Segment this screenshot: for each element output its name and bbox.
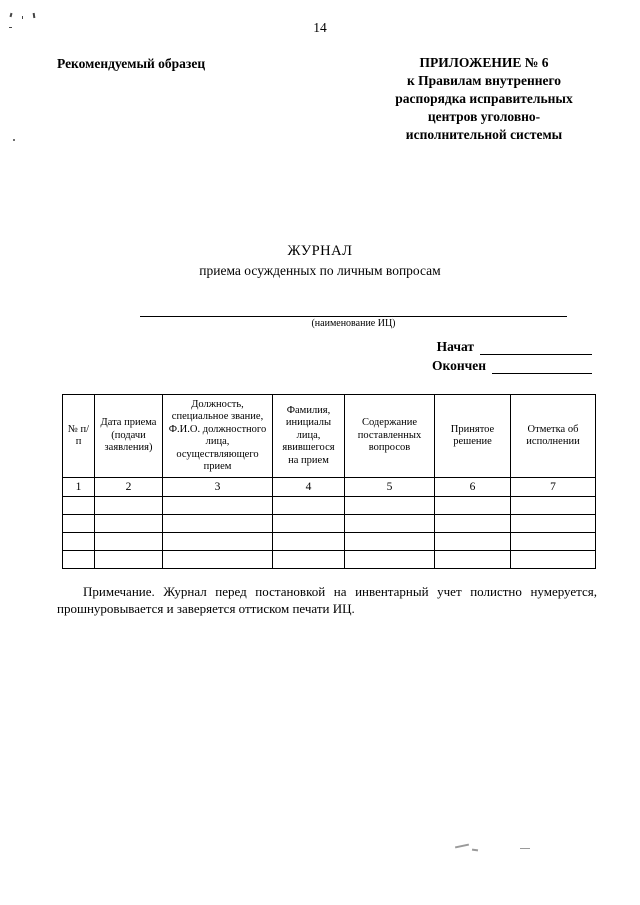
column-number-cell: 5 bbox=[345, 478, 435, 497]
table-empty-cell bbox=[95, 515, 163, 533]
appendix-line: к Правилам внутреннего bbox=[406, 73, 562, 88]
note-paragraph: Примечание. Журнал перед постановкой на инвентарный учет полистно нумеруется, прошнуровывается и заверяется оттиском печати ИЦ. bbox=[57, 584, 597, 616]
table-empty-cell bbox=[345, 533, 435, 551]
table-empty-row bbox=[63, 515, 596, 533]
finished-label: Окончен bbox=[431, 358, 486, 373]
table-empty-cell bbox=[435, 533, 511, 551]
table-empty-cell bbox=[511, 551, 596, 569]
table-empty-cell bbox=[273, 515, 345, 533]
scan-artifact bbox=[33, 13, 36, 18]
table-empty-cell bbox=[273, 551, 345, 569]
scan-artifact bbox=[520, 848, 530, 849]
table-empty-cell bbox=[63, 497, 95, 515]
table-header-cell: Содержание поставленных вопросов bbox=[345, 395, 435, 478]
institution-name-line bbox=[140, 316, 567, 317]
journal-subtitle: приема осужденных по личным вопросам bbox=[199, 263, 441, 278]
table-header-cell: Отметка об исполнении bbox=[511, 395, 596, 478]
table-empty-cell bbox=[95, 533, 163, 551]
table-empty-cell bbox=[435, 497, 511, 515]
column-numbers-row bbox=[63, 478, 596, 497]
table-empty-cell bbox=[273, 533, 345, 551]
table-header-cell: Дата приема (подачи заявления) bbox=[95, 395, 163, 478]
scan-artifact bbox=[10, 13, 13, 17]
appendix-line: центров уголовно- bbox=[427, 109, 541, 124]
column-number-cell: 3 bbox=[163, 478, 273, 497]
column-number-cell: 4 bbox=[273, 478, 345, 497]
page-number: 14 bbox=[313, 20, 327, 35]
table-empty-row bbox=[63, 533, 596, 551]
column-number-cell: 6 bbox=[435, 478, 511, 497]
column-number-cell: 2 bbox=[95, 478, 163, 497]
table-empty-cell bbox=[511, 497, 596, 515]
table-empty-cell bbox=[63, 551, 95, 569]
table-empty-cell bbox=[511, 515, 596, 533]
scan-artifact bbox=[9, 27, 12, 28]
table-empty-cell bbox=[95, 497, 163, 515]
finished-row bbox=[432, 358, 592, 374]
scan-artifact bbox=[22, 16, 23, 19]
table-empty-cell bbox=[435, 551, 511, 569]
scan-artifact bbox=[455, 844, 469, 849]
started-row bbox=[437, 339, 592, 355]
table-empty-cell bbox=[435, 515, 511, 533]
table-header-cell: Фамилия, инициалы лица, явившегося на прием bbox=[273, 395, 345, 478]
table-empty-cell bbox=[511, 533, 596, 551]
table-empty-cell bbox=[345, 515, 435, 533]
appendix-block bbox=[374, 54, 594, 144]
table-empty-cell bbox=[163, 515, 273, 533]
table-header-cell: № п/п bbox=[63, 395, 95, 478]
table-header-cell: Должность, специальное звание, Ф.И.О. должностного лица, осуществляющего прием bbox=[163, 395, 273, 478]
column-number-cell: 1 bbox=[63, 478, 95, 497]
table-header-cell: Принятое решение bbox=[435, 395, 511, 478]
table-empty-cell bbox=[163, 551, 273, 569]
table-empty-cell bbox=[345, 497, 435, 515]
started-fill-line bbox=[480, 339, 592, 355]
appendix-line: исполнительной системы bbox=[405, 127, 563, 142]
column-number-cell: 7 bbox=[511, 478, 596, 497]
scan-artifact bbox=[472, 849, 478, 852]
recommended-sample-label: Рекомендуемый образец bbox=[57, 56, 206, 71]
table-empty-cell bbox=[273, 497, 345, 515]
institution-name-caption: (наименование ИЦ) bbox=[311, 318, 396, 329]
started-label: Начат bbox=[436, 339, 474, 354]
appendix-line: распорядка исправительных bbox=[395, 91, 573, 106]
table-empty-cell bbox=[63, 533, 95, 551]
journal-title: ЖУРНАЛ bbox=[287, 243, 353, 259]
table-empty-cell bbox=[95, 551, 163, 569]
table-empty-row bbox=[63, 497, 596, 515]
journal-table bbox=[62, 394, 596, 569]
appendix-line: ПРИЛОЖЕНИЕ № 6 bbox=[419, 55, 549, 70]
table-empty-cell bbox=[345, 551, 435, 569]
scan-artifact bbox=[13, 139, 15, 141]
finished-fill-line bbox=[492, 358, 592, 374]
table-header-row bbox=[63, 395, 596, 478]
table-empty-cell bbox=[63, 515, 95, 533]
table-empty-cell bbox=[163, 497, 273, 515]
table-empty-row bbox=[63, 551, 596, 569]
table-empty-cell bbox=[163, 533, 273, 551]
